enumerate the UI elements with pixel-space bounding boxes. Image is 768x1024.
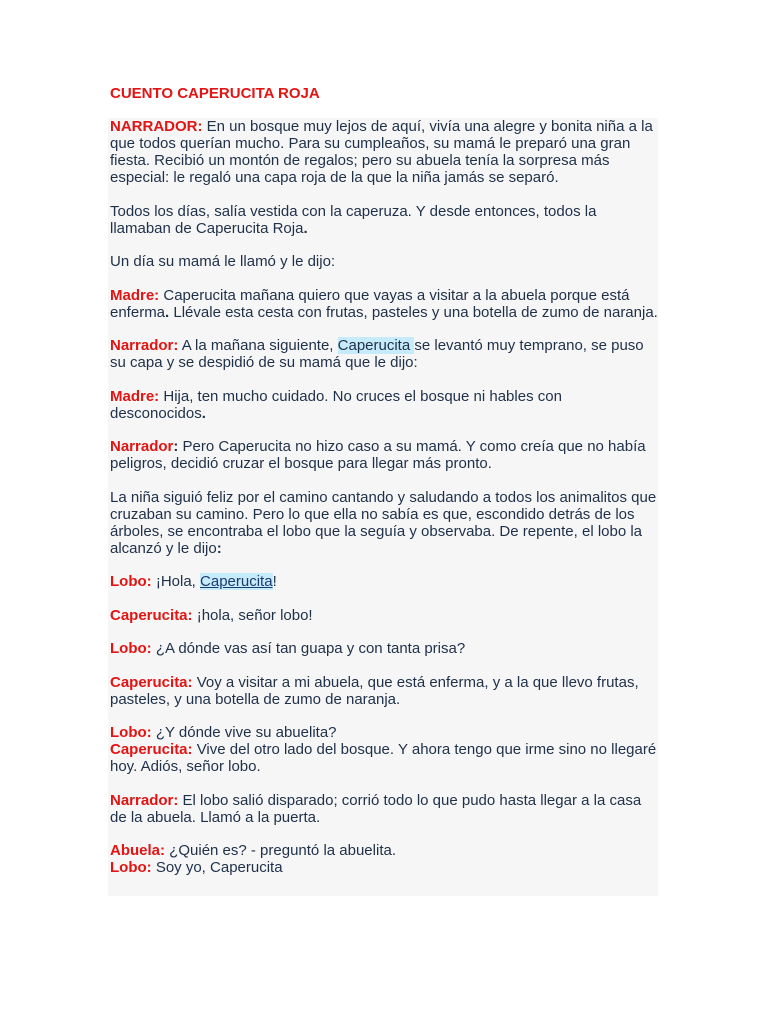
page-title: CUENTO CAPERUCITA ROJA xyxy=(110,85,320,102)
paragraph-text: Todos los días, salía vestida con la caperuza. Y desde entonces, todos la llamaban de Caperucita Roja xyxy=(110,202,597,237)
speaker-label: Madre: xyxy=(110,286,160,304)
paragraph-text: La niña siguió feliz por el camino cantando y saludando a todos los animalitos que cruzaban su camino. Pero lo que ella no sabía es que, escondido detrás de los árboles, se encontraba el lobo que la seguía y observaba. De repente, el lobo la alcanzó y le dijo xyxy=(110,488,657,557)
paragraph-10 xyxy=(108,607,658,624)
paragraph-8 xyxy=(108,489,658,557)
paragraph-text: ¿A dónde vas así tan guapa y con tanta prisa? xyxy=(151,640,466,657)
paragraph-text: ¡hola, señor lobo! xyxy=(192,606,313,624)
speaker-label: Lobo: xyxy=(110,640,152,657)
paragraph-end: . xyxy=(201,404,206,422)
paragraph-text-2: se levantó muy temprano, se puso su capa y se despidió de su mamá que le dijo: xyxy=(110,337,644,371)
speaker-label: Lobo: xyxy=(110,724,152,741)
paragraph-text: Caperucita mañana quiero que vayas a visitar a la abuela porque está enferma xyxy=(110,286,630,321)
speaker-label: Narrador: xyxy=(110,791,179,809)
paragraph-5 xyxy=(108,337,658,371)
paragraph-2 xyxy=(108,203,658,237)
speaker-label: Madre: xyxy=(110,387,160,405)
paragraph-end: . xyxy=(303,219,308,237)
paragraph-end: : xyxy=(216,539,222,557)
paragraph-11 xyxy=(108,640,658,657)
speaker-label: Caperucita: xyxy=(110,741,193,758)
paragraph-text: ¿Y dónde vive su abuelita? xyxy=(151,724,337,741)
paragraph-text: Hija, ten mucho cuidado. No cruces el bosque ni hables con desconocidos xyxy=(110,387,562,422)
paragraph-4 xyxy=(108,287,658,321)
paragraph-text-2: Llévale esta cesta con frutas, pasteles y una botella de zumo de naranja. xyxy=(169,303,658,321)
speaker-label: NARRADOR: xyxy=(110,118,203,135)
paragraph-text: Voy a visitar a mi abuela, que está enferma, y a la que llevo frutas, pasteles, y una botella de zumo de naranja. xyxy=(110,673,639,708)
speaker-label: Lobo: xyxy=(110,859,152,876)
paragraph-text: Soy yo, Caperucita xyxy=(151,859,283,876)
paragraph-1 xyxy=(108,118,658,186)
speaker-label: Narrador: xyxy=(110,337,179,354)
paragraph-16 xyxy=(108,842,658,859)
story-text xyxy=(108,118,658,896)
speaker-label: Caperucita: xyxy=(110,673,193,691)
paragraph-13 xyxy=(108,724,658,741)
highlighted-word: Caperucita xyxy=(337,337,415,354)
paragraph-14 xyxy=(108,741,658,775)
paragraph-9 xyxy=(108,573,658,590)
paragraph-text: El lobo salió disparado; corrió todo lo que pudo hasta llegar a la casa de la abuela. Llamó a la puerta. xyxy=(110,791,642,826)
paragraph-7 xyxy=(108,438,658,472)
paragraph-text: A la mañana siguiente, xyxy=(178,337,338,354)
paragraph-15 xyxy=(108,792,658,826)
paragraph-text: ¿Quién es? - preguntó la abuelita. xyxy=(165,842,396,859)
paragraph-text: Un día su mamá le llamó y le dijo: xyxy=(110,253,336,270)
paragraph-17 xyxy=(108,859,658,876)
paragraph-text-2: ! xyxy=(272,573,277,590)
speaker-label: Abuela: xyxy=(110,842,166,859)
speaker-label: Lobo: xyxy=(110,573,152,590)
paragraph-text: ¡Hola, xyxy=(151,573,201,590)
speaker-colon: : xyxy=(173,438,179,455)
paragraph-text: En un bosque muy lejos de aquí, vivía una alegre y bonita niña a la que todos querían mucho. Para su cumpleaños, su mamá le preparó una gran fiesta. Recibió un montón de regalos; pero su abuela tenía la sorpresa más especial: le regaló una capa roja de la que la niña jamás se separó. xyxy=(110,118,653,186)
paragraph-12 xyxy=(108,674,658,708)
paragraph-3 xyxy=(108,253,658,270)
speaker-label: Caperucita: xyxy=(110,606,193,624)
paragraph-6 xyxy=(108,388,658,422)
paragraph-text: Vive del otro lado del bosque. Y ahora tengo que irme sino no llegaré hoy. Adiós, señor lobo. xyxy=(110,741,657,775)
paragraph-mid: . xyxy=(165,303,170,321)
speaker-label: Narrador xyxy=(110,438,174,455)
highlighted-link[interactable]: Caperucita xyxy=(200,573,273,590)
paragraph-text: Pero Caperucita no hizo caso a su mamá. Y como creía que no había peligros, decidió cruzar el bosque para llegar más pronto. xyxy=(110,438,646,472)
